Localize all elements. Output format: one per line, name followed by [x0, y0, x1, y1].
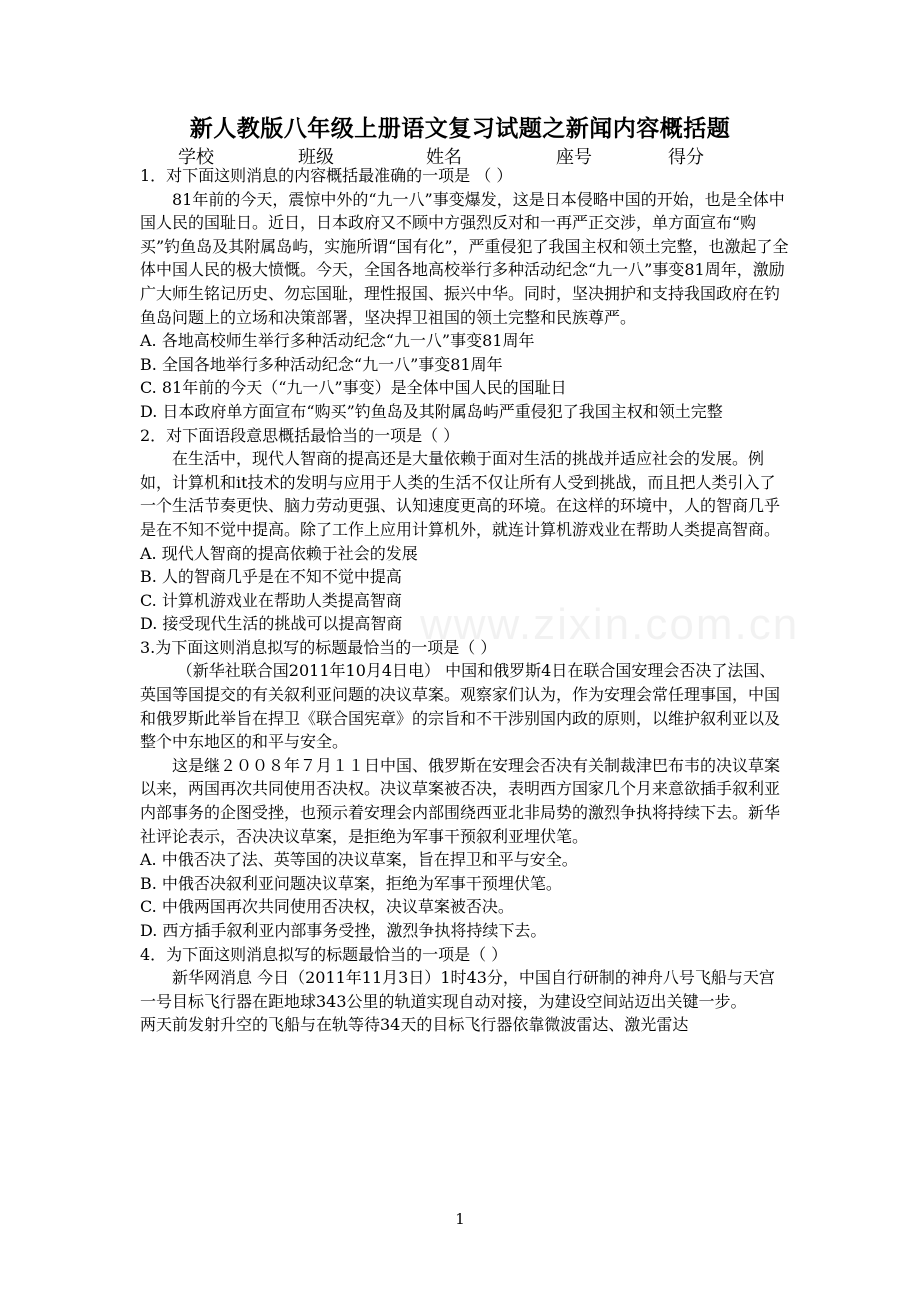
question-2-option-a: A. 现代人智商的提高依赖于社会的发展	[140, 543, 418, 563]
question-3-option-c: C. 中俄两国再次共同使用否决权，决议草案被否决。	[140, 897, 514, 917]
watermark: www.zixin.com.cn	[420, 600, 800, 649]
page-number: 1	[455, 1210, 465, 1228]
question-4-passage-2: 两天前发射升空的飞船与在轨等待34天的目标飞行器依靠微波雷达、激光雷达	[140, 1015, 689, 1035]
question-1-option-b: B. 全国各地举行多种活动纪念“九一八”事变81周年	[140, 354, 503, 374]
question-3-option-d: D. 西方插手叙利亚内部事务受挫，激烈争执将持续下去。	[140, 921, 547, 940]
question-3-option-a: A. 中俄否决了法、英等国的决议草案，旨在捍卫和平与安全。	[140, 850, 578, 870]
question-2-option-b: B. 人的智商几乎是在不知不觉中提高	[140, 567, 402, 587]
question-4-stem: 4．为下面这则消息拟写的标题最恰当的一项是（ ）	[140, 944, 508, 964]
question-1-option-d: D. 日本政府单方面宣布“购买”钓鱼岛及其附属岛屿严重侵犯了我国主权和领土完整	[140, 401, 723, 421]
question-4-passage-1: 新华网消息 今日（2011年11月3日）1时43分，中国自行研制的神舟八号飞船与天宫一号目标飞行器在距地球343公里的轨道实现自动对接，为建设空间站迈出关键一步。	[140, 968, 775, 1011]
class-label: 班级	[298, 147, 334, 168]
document-title: 新人教版八年级上册语文复习试题之新闻内容概括题	[189, 116, 731, 142]
question-3-stem: 3.为下面这则消息拟写的标题最恰当的一项是（ ）	[140, 637, 497, 657]
question-3-passage-2: 这是继２００８年７月１１日中国、俄罗斯在安理会否决有关制裁津巴布韦的决议草案以来，两国再次共同使用否决权。决议草案被否决，表明西方国家几个月来意欲插手叙利亚内部事务的企图受挫，也预示着安理会内部围绕西亚北非局势的激烈争执将持续下去。新华社评论表示，否决决议草案，是拒绝为军事干预叙利亚埋伏笔。	[140, 755, 781, 846]
question-1-option-c: C. 81年前的今天（“九一八”事变）是全体中国人民的国耻日	[140, 378, 567, 398]
question-2-passage: 在生活中，现代人智商的提高还是大量依赖于面对生活的挑战并适应社会的发展。例如，计算机和it技术的发明与应用于人类的生活不仅让所有人受到挑战，而且把人类引入了一个生活节奏更快、脑力劳动更强、认知速度更高的环境。在这样的环境中，人的智商几乎是在不知不觉中提高。除了工作上应用计算机外，就连计算机游戏业在帮助人类提高智商。	[140, 449, 781, 539]
question-2-option-c: C. 计算机游戏业在帮助人类提高智商	[140, 590, 402, 610]
question-3-passage-1: （新华社联合国2011年10月4日电） 中国和俄罗斯4日在联合国安理会否决了法国、英国等国提交的有关叙利亚问题的决议草案。观察家们认为，作为安理会常任理事国，中国和俄罗斯此举旨在捍卫《联合国宪章》的宗旨和不干涉别国内政的原则，以维护叙利亚以及整个中东地区的和平与安全。	[140, 661, 781, 752]
question-1-passage: 81年前的今天，震惊中外的“九一八”事变爆发，这是日本侵略中国的开始，也是全体中国人民的国耻日。近日，日本政府又不顾中方强烈反对和一再严正交涉，单方面宣布“购买”钓鱼岛及其附属岛屿，实施所谓“国有化”，严重侵犯了我国主权和领土完整，也激起了全体中国人民的极大愤慨。今天，全国各地高校举行多种活动纪念“九一八”事变81周年，激励广大师生铭记历史、勿忘国耻，理性报国、振兴中华。同时，坚决拥护和支持我国政府在钓鱼岛问题上的立场和决策部署，坚决捍卫祖国的领土完整和民族尊严。	[140, 189, 789, 327]
question-2-stem: 2．对下面语段意思概括最恰当的一项是（ ）	[140, 425, 460, 445]
question-1-stem: 1．对下面这则消息的内容概括最准确的一项是 （ ）	[140, 166, 513, 185]
name-label: 姓名	[426, 147, 462, 168]
question-1-option-a: A. 各地高校师生举行多种活动纪念“九一八”事变81周年	[140, 331, 535, 351]
question-2-option-d: D. 接受现代生活的挑战可以提高智商	[140, 614, 403, 634]
score-label: 得分	[668, 147, 704, 168]
school-label: 学校	[178, 147, 214, 168]
question-3-option-b: B. 中俄否决叙利亚问题决议草案，拒绝为军事干预埋伏笔。	[140, 873, 562, 893]
seat-label: 座号	[556, 147, 592, 168]
document-body	[140, 164, 790, 1037]
